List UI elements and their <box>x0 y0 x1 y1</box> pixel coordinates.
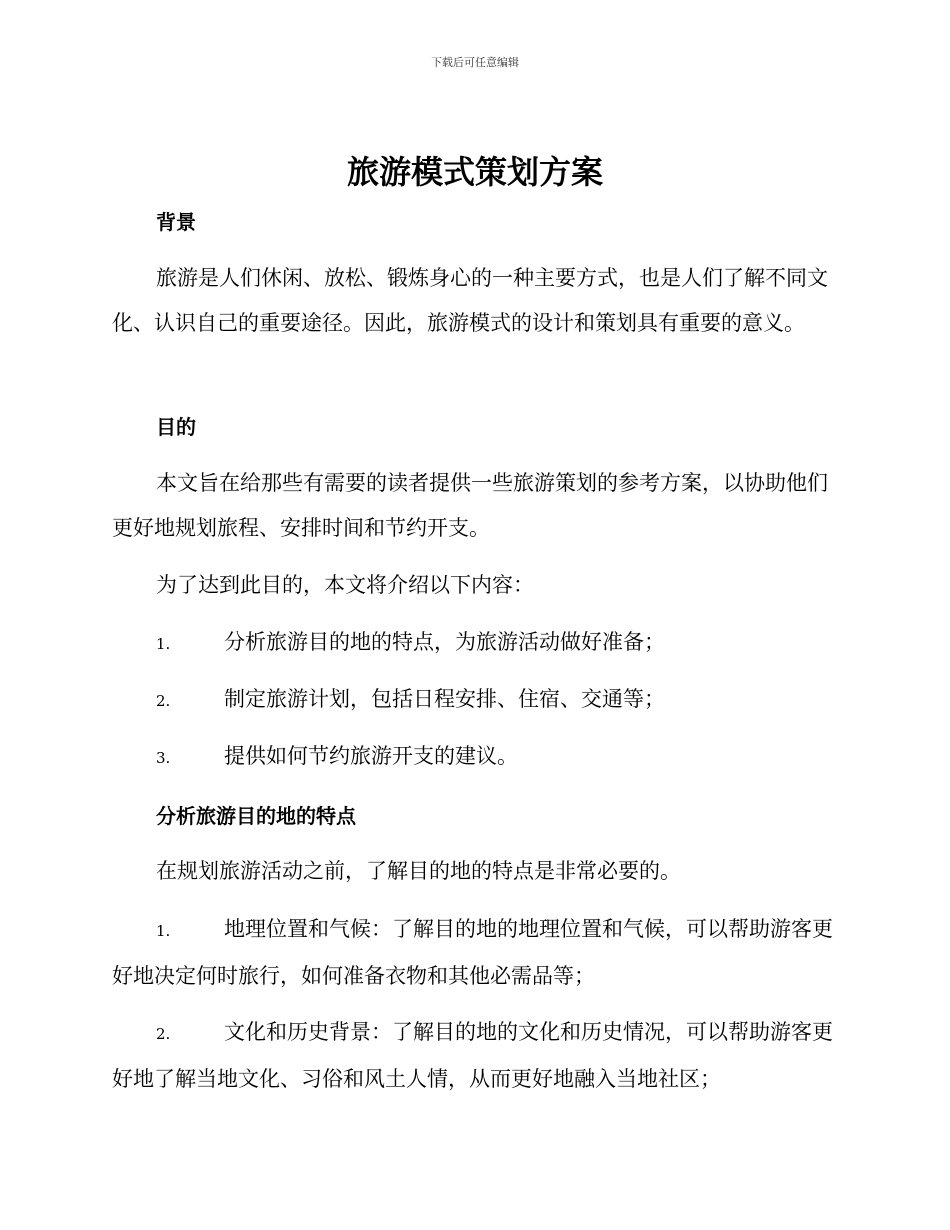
list-item <box>112 907 836 999</box>
list-item-text: 提供如何节约旅游开支的建议。 <box>224 744 518 768</box>
section-heading-purpose: 目的 <box>156 415 196 439</box>
purpose-paragraph: 本文旨在给那些有需要的读者提供一些旅游策划的参考方案，以协助他们更好地规划旅程、安排时间和节约开支。 <box>112 471 828 540</box>
list-item-text: 分析旅游目的地的特点，为旅游活动做好准备； <box>224 630 665 654</box>
list-item <box>112 734 836 781</box>
list-item-number: 1. <box>156 922 171 940</box>
header-note: 下载后可任意编辑 <box>431 56 519 69</box>
section-heading-analysis: 分析旅游目的地的特点 <box>156 804 356 828</box>
section-heading-background: 背景 <box>156 210 196 234</box>
purpose-intro-paragraph: 为了达到此目的，本文将介绍以下内容： <box>156 573 534 597</box>
list-item-number: 2. <box>156 1025 171 1043</box>
document-title: 旅游模式策划方案 <box>346 153 603 191</box>
list-item <box>112 1010 836 1102</box>
list-item-number: 1. <box>156 635 171 653</box>
list-item-text: 制定旅游计划，包括日程安排、住宿、交通等； <box>224 687 665 711</box>
list-item <box>112 677 836 724</box>
background-paragraph: 旅游是人们休闲、放松、锻炼身心的一种主要方式，也是人们了解不同文化、认识自己的重要途径。因此，旅游模式的设计和策划具有重要的意义。 <box>112 266 828 335</box>
list-item <box>112 620 836 667</box>
list-item-text: 地理位置和气候：了解目的地的地理位置和气候，可以帮助游客更好地决定何时旅行，如何准备衣物和其他必需品等； <box>112 917 833 988</box>
list-item-number: 3. <box>156 749 171 767</box>
list-item-text: 文化和历史背景：了解目的地的文化和历史情况，可以帮助游客更好地了解当地文化、习俗和风土人情，从而更好地融入当地社区； <box>112 1020 833 1091</box>
analysis-paragraph: 在规划旅游活动之前，了解目的地的特点是非常必要的。 <box>156 859 681 883</box>
list-item-number: 2. <box>156 692 171 710</box>
